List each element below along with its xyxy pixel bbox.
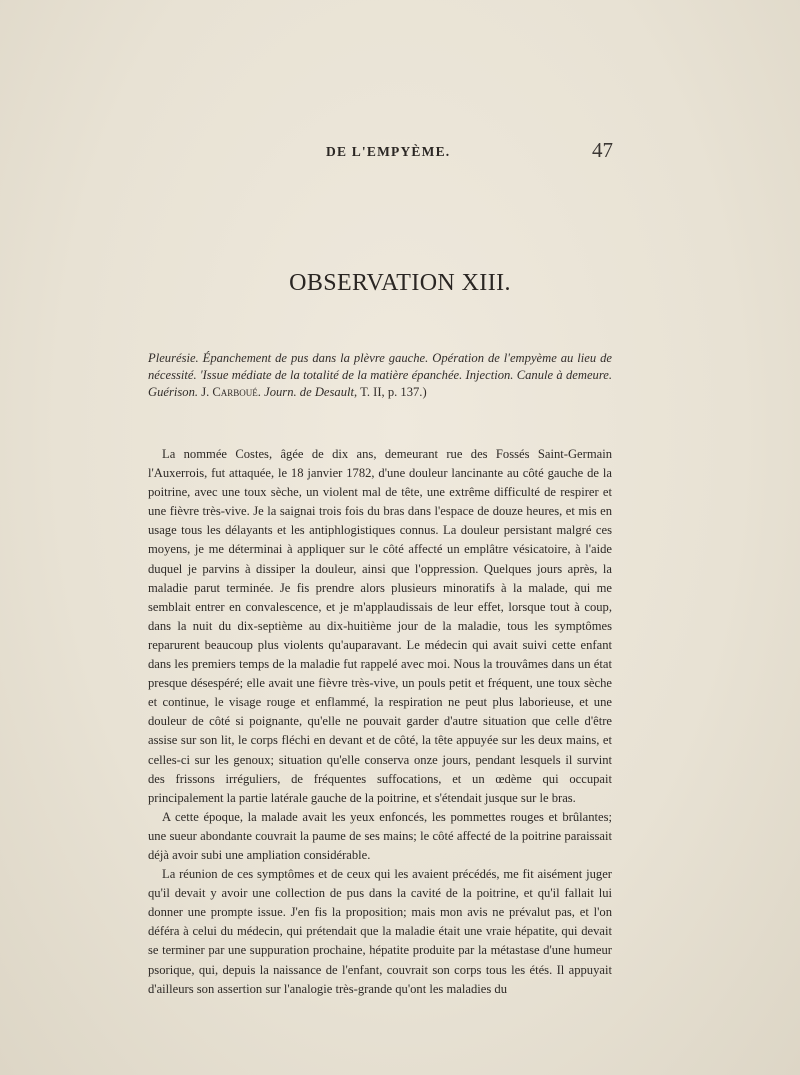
summary-italic-text: Pleurésie. Épanchement de pus dans la plèvre gauche. Opération de l'empyème au lieu de nécessité. 'Issue médiate de la totalité de la matière épanchée. Injection. Canule à demeure. Guérison. bbox=[148, 351, 612, 399]
summary-author: Carboué. bbox=[212, 385, 261, 399]
summary-journal: Journ. de Desault bbox=[264, 385, 355, 399]
page-number: 47 bbox=[592, 138, 613, 162]
summary-author-prefix: J. bbox=[201, 385, 210, 399]
body-paragraph-1: La nommée Costes, âgée de dix ans, demeurant rue des Fossés Saint-Germain l'Auxerrois, fut attaquée, le 18 janvier 1782, d'une douleur lancinante au côté gauche de la poitrine, avec une toux sèche, un violent mal de tête, une extrême difficulté de respirer et une fièvre très-vive. Je la saignai trois fois du bras dans l'espace de douze heures, et mis en usage tous les délayants et les antiphlogistiques connus. La douleur persistant malgré ces moyens, je me déterminai à appliquer sur le côté affecté un emplâtre vésicatoire, à l'aide duquel je parvins à dissiper la douleur, ainsi que l'oppression. Quelques jours après, la maladie parut terminée. Je fis prendre alors plusieurs minoratifs à la malade, qui me semblait entrer en convalescence, et je m'applaudissais de leur effet, lorsque tout à coup, dans la nuit du dix-septième au dix-huitième jour de la maladie, tous les symptômes reparurent beaucoup plus violents qu'auparavant. Le médecin qui avait suivi cette enfant dans les premiers temps de la maladie fut rappelé avec moi. Nous la trouvâmes dans un état presque désespéré; elle avait une fièvre très-vive, un pouls petit et fréquent, une toux sèche et continue, le visage rouge et enflammé, la respiration ne peut plus laborieuse, et une douleur de côté si poignante, qu'elle ne pouvait garder d'autre situation que celle d'être assise sur son lit, le corps fléchi en devant et de côté, la tête appuyée sur les deux mains, et celles-ci sur les genoux; situation qu'elle conserva onze jours, pendant lesquels il survint des frissons irréguliers, de fréquentes suffocations, et un œdème qui occupait principalement la partie latérale gauche de la poitrine, et s'étendait jusque sur le bras. bbox=[148, 447, 612, 805]
body-paragraph-2: A cette époque, la malade avait les yeux enfoncés, les pommettes rouges et brûlantes; une sueur abondante couvrait la paume de ses mains; le côté affecté de la poitrine paraissait déjà avoir subi une ampliation considérable. bbox=[148, 809, 612, 862]
observation-summary bbox=[148, 350, 612, 401]
observation-body bbox=[148, 445, 612, 999]
running-title: DE L'EMPYÈME. bbox=[326, 144, 451, 159]
observation-title: OBSERVATION XIII. bbox=[289, 270, 511, 296]
body-paragraph-3: La réunion de ces symptômes et de ceux qui les avaient précédés, me fit aisément juger qu'il devait y avoir une collection de pus dans la cavité de la poitrine, et qu'il fallait lui donner une prompte issue. J'en fis la proposition; mais mon avis ne prévalut pas, et l'on déféra à celui du médecin, qui prétendait que la maladie était une vraie hépatite, qui devait se terminer par une suppuration prochaine, hépatite produite par la métastase d'une humeur psorique, qui, depuis la naissance de l'enfant, couvrait son corps tous les étés. Il appuyait d'ailleurs son assertion sur l'analogie très-grande qu'ont les maladies du bbox=[148, 867, 612, 996]
summary-reference: , T. II, p. 137.) bbox=[354, 385, 427, 399]
